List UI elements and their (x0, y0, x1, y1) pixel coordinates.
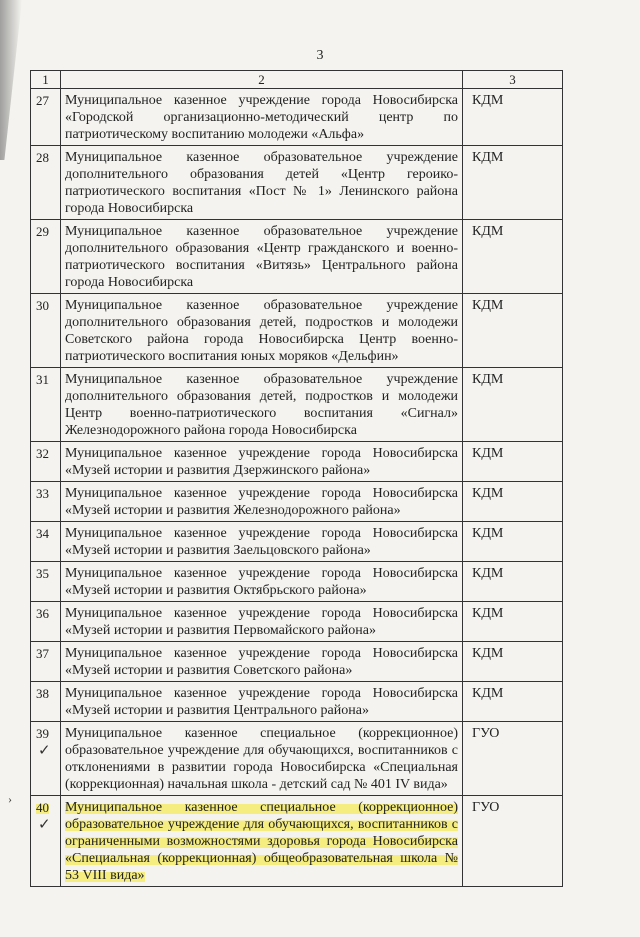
table-row (31, 722, 563, 796)
institution-name-cell (61, 562, 463, 602)
institution-name-cell (61, 722, 463, 796)
row-number-cell (31, 220, 61, 294)
institution-name-cell (61, 146, 463, 220)
table-row (31, 522, 563, 562)
institution-name-cell (61, 294, 463, 368)
row-number-cell (31, 562, 61, 602)
row-number-cell (31, 146, 61, 220)
institution-name: Муниципальное казенное образовательное учреждение дополнительного образования детей, подростков и молодежи Центр военно-патриотического воспитания «Сигнал» Железнодорожного района города Новосибирска (65, 372, 458, 438)
department-code: КДМ (472, 298, 504, 313)
header-col-1: 1 (31, 71, 61, 89)
department-code-cell (463, 89, 563, 146)
table-row (31, 220, 563, 294)
row-number: 36 (36, 606, 49, 621)
department-code-cell (463, 522, 563, 562)
institution-name: Муниципальное казенное учреждение города Новосибирска «Музей истории и развития Центрального района» (65, 686, 458, 718)
row-number-cell (31, 482, 61, 522)
institution-name: Муниципальное казенное специальное (коррекционное) образовательное учреждение для обучающихся, воспитанников с ограниченными возможностями здоровья города Новосибирска «Специальная (коррекционная) общеобразовательная школа № 53 VIII вида» (65, 800, 458, 883)
table-row (31, 482, 563, 522)
row-number-cell (31, 722, 61, 796)
department-code: КДМ (472, 486, 504, 501)
row-number: 27 (36, 93, 49, 108)
row-number: 29 (36, 224, 49, 239)
row-number-cell (31, 682, 61, 722)
department-code-cell (463, 602, 563, 642)
department-code: КДМ (472, 372, 504, 387)
table-row (31, 796, 563, 887)
institution-name: Муниципальное казенное учреждение города Новосибирска «Музей истории и развития Советского района» (65, 646, 458, 678)
institution-name: Муниципальное казенное учреждение города Новосибирска «Музей истории и развития Дзержинского района» (65, 446, 458, 478)
department-code: КДМ (472, 686, 504, 701)
institution-name-cell (61, 796, 463, 887)
row-number: 35 (36, 566, 49, 581)
institutions-table (30, 70, 563, 887)
department-code: КДМ (472, 93, 504, 108)
department-code-cell (463, 796, 563, 887)
table-header-row (31, 71, 563, 89)
department-code: КДМ (472, 446, 504, 461)
header-col-3: 3 (463, 71, 563, 89)
department-code-cell (463, 146, 563, 220)
margin-mark: › (8, 792, 12, 806)
table-row (31, 368, 563, 442)
table-row (31, 562, 563, 602)
row-number-cell (31, 796, 61, 887)
row-number-cell (31, 442, 61, 482)
row-number-cell (31, 294, 61, 368)
department-code-cell (463, 722, 563, 796)
row-number: 39 (36, 726, 49, 741)
department-code: КДМ (472, 606, 504, 621)
department-code-cell (463, 442, 563, 482)
institution-name: Муниципальное казенное учреждение города Новосибирска «Музей истории и развития Заельцовского района» (65, 526, 458, 558)
department-code-cell (463, 682, 563, 722)
institution-name-cell (61, 522, 463, 562)
institution-name-cell (61, 442, 463, 482)
institution-name: Муниципальное казенное учреждение города Новосибирска «Городской организационно-методический центр по патриотическому воспитанию молодежи «Альфа» (65, 93, 458, 142)
scan-shadow (0, 0, 22, 160)
institution-name: Муниципальное казенное образовательное учреждение дополнительного образования детей «Центр героико-патриотического воспитания «Пост № 1» Ленинского района города Новосибирска (65, 150, 458, 216)
department-code: ГУО (472, 800, 500, 815)
row-number-cell (31, 522, 61, 562)
institution-name-cell (61, 220, 463, 294)
department-code: КДМ (472, 566, 504, 581)
row-number: 30 (36, 298, 49, 313)
row-number: 37 (36, 646, 49, 661)
institution-name-cell (61, 642, 463, 682)
row-number: 28 (36, 150, 49, 165)
row-number: 40 (36, 800, 49, 815)
row-number: 38 (36, 686, 49, 701)
department-code-cell (463, 562, 563, 602)
institution-name: Муниципальное казенное образовательное учреждение дополнительного образования детей, подростков и молодежи Советского района города Новосибирска Центр военно-патриотического воспитания юных моряков «Дельфин» (65, 298, 458, 364)
department-code: КДМ (472, 224, 504, 239)
institution-name: Муниципальное казенное специальное (коррекционное) образовательное учреждение для обучающихся, воспитанников с отклонениями в развитии города Новосибирска «Специальная (коррекционная) начальная школа - детский сад № 401 IV вида» (65, 726, 458, 792)
department-code-cell (463, 482, 563, 522)
department-code: КДМ (472, 646, 504, 661)
page-number: 3 (316, 48, 324, 63)
department-code: КДМ (472, 526, 504, 541)
row-number-cell (31, 642, 61, 682)
department-code: КДМ (472, 150, 504, 165)
institution-name-cell (61, 89, 463, 146)
row-number: 31 (36, 372, 49, 387)
table-row (31, 642, 563, 682)
row-number-cell (31, 368, 61, 442)
check-mark-icon: ✓ (38, 817, 51, 833)
institution-name: Муниципальное казенное образовательное учреждение дополнительного образования «Центр гражданского и военно-патриотического воспитания «Витязь» Центрального района города Новосибирска (65, 224, 458, 290)
department-code-cell (463, 642, 563, 682)
row-number: 33 (36, 486, 49, 501)
institution-name-cell (61, 682, 463, 722)
table-row (31, 146, 563, 220)
institution-name-cell (61, 368, 463, 442)
institution-name-cell (61, 602, 463, 642)
table-row (31, 682, 563, 722)
check-mark-icon: ✓ (38, 743, 51, 759)
institution-name: Муниципальное казенное учреждение города Новосибирска «Музей истории и развития Первомайского района» (65, 606, 458, 638)
row-number-cell (31, 89, 61, 146)
department-code: ГУО (472, 726, 500, 741)
row-number: 32 (36, 446, 49, 461)
institution-name-cell (61, 482, 463, 522)
row-number: 34 (36, 526, 49, 541)
table-row (31, 442, 563, 482)
header-col-2: 2 (61, 71, 463, 89)
institution-name: Муниципальное казенное учреждение города Новосибирска «Музей истории и развития Октябрьского района» (65, 566, 458, 598)
institution-name: Муниципальное казенное учреждение города Новосибирска «Музей истории и развития Железнодорожного района» (65, 486, 458, 518)
table-row (31, 602, 563, 642)
department-code-cell (463, 294, 563, 368)
department-code-cell (463, 220, 563, 294)
department-code-cell (463, 368, 563, 442)
table-row (31, 89, 563, 146)
table-row (31, 294, 563, 368)
row-number-cell (31, 602, 61, 642)
